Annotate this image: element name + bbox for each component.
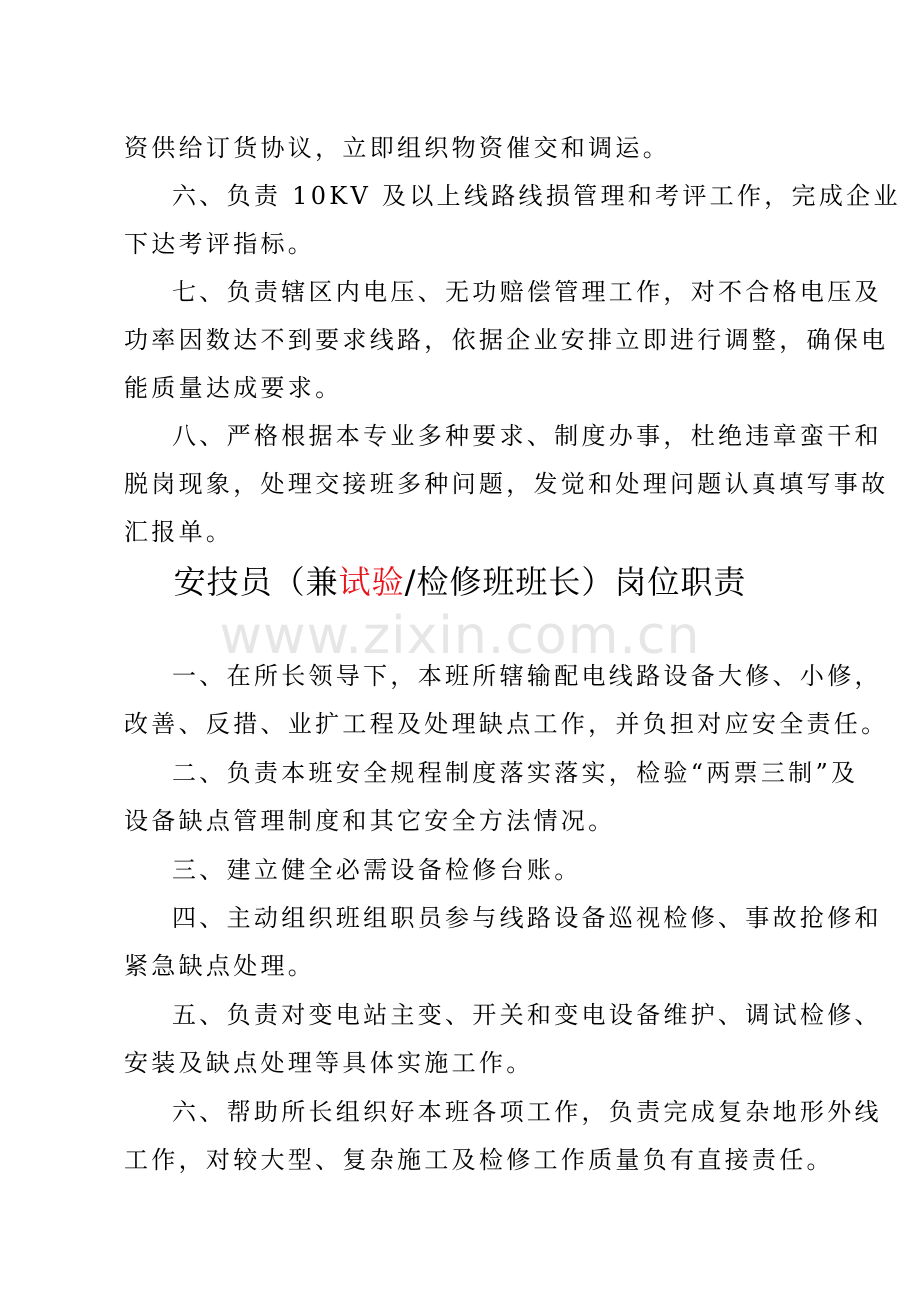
paragraph-item-1 bbox=[124, 652, 889, 748]
paragraph-item-6 bbox=[124, 172, 901, 268]
watermark: www.zixin.com.cn bbox=[219, 606, 701, 666]
section-title bbox=[0, 558, 920, 606]
text-line: 下达考评指标。 bbox=[124, 230, 316, 258]
text-line: 设备缺点管理制度和其它安全方法情况。 bbox=[124, 807, 616, 835]
text-line: 汇报单。 bbox=[124, 518, 234, 546]
text-line: 七、负责辖区内电压、无功赔偿管理工作，对不合格电压及 bbox=[172, 278, 882, 306]
paragraph-continuation bbox=[124, 124, 814, 172]
text-line: 功率因数达不到要求线路，依据企业安排立即进行调整，确保电 bbox=[124, 326, 889, 354]
paragraph-item-2 bbox=[124, 749, 859, 845]
title-part-1: 安技员（兼 bbox=[173, 563, 339, 601]
text-line: 二、负责本班安全规程制度落实落实，检验“两票三制”及 bbox=[172, 759, 859, 787]
text-line: 能质量达成要求。 bbox=[124, 374, 343, 402]
text-line: 紧急缺点处理。 bbox=[124, 952, 316, 980]
text-line: 四、主动组织班组职员参与线路设备巡视检修、事故抢修和 bbox=[172, 904, 882, 932]
text-line: 一、在所长领导下，本班所辖输配电线路设备大修、小修， bbox=[172, 662, 882, 690]
text-line: 脱岗现象，处理交接班多种问题，发觉和处理问题认真填写事故 bbox=[124, 470, 889, 498]
title-part-highlight: 试验 bbox=[338, 563, 405, 601]
text-line: 三、建立健全必需设备检修台账。 bbox=[172, 856, 582, 884]
text-line: 八、严格根据本专业多种要求、制度办事，杜绝违章蛮干和 bbox=[172, 422, 882, 450]
paragraph-item-5 bbox=[124, 991, 882, 1087]
text-line: 安装及缺点处理等具体实施工作。 bbox=[124, 1049, 534, 1077]
text-line: 工作，对较大型、复杂施工及检修工作质量负有直接责任。 bbox=[124, 1146, 834, 1174]
text-line: 改善、反措、业扩工程及处理缺点工作，并负担对应安全责任。 bbox=[124, 710, 889, 738]
text-line: 六、负责 10KV 及以上线路线损管理和考评工作，完成企业 bbox=[172, 182, 901, 210]
paragraph-item-6b bbox=[124, 1088, 882, 1184]
text-line: 六、帮助所长组织好本班各项工作，负责完成复杂地形外线 bbox=[172, 1098, 882, 1126]
text-line: 五、负责对变电站主变、开关和变电设备维护、调试检修、 bbox=[172, 1001, 882, 1029]
paragraph-item-8 bbox=[124, 412, 889, 556]
paragraph-item-7 bbox=[124, 268, 889, 412]
paragraph-item-3 bbox=[124, 846, 814, 894]
text-line: 资供给订货协议，立即组织物资催交和调运。 bbox=[124, 134, 670, 162]
title-part-3: /检修班班长）岗位职责 bbox=[404, 563, 747, 601]
paragraph-item-4 bbox=[124, 894, 882, 990]
